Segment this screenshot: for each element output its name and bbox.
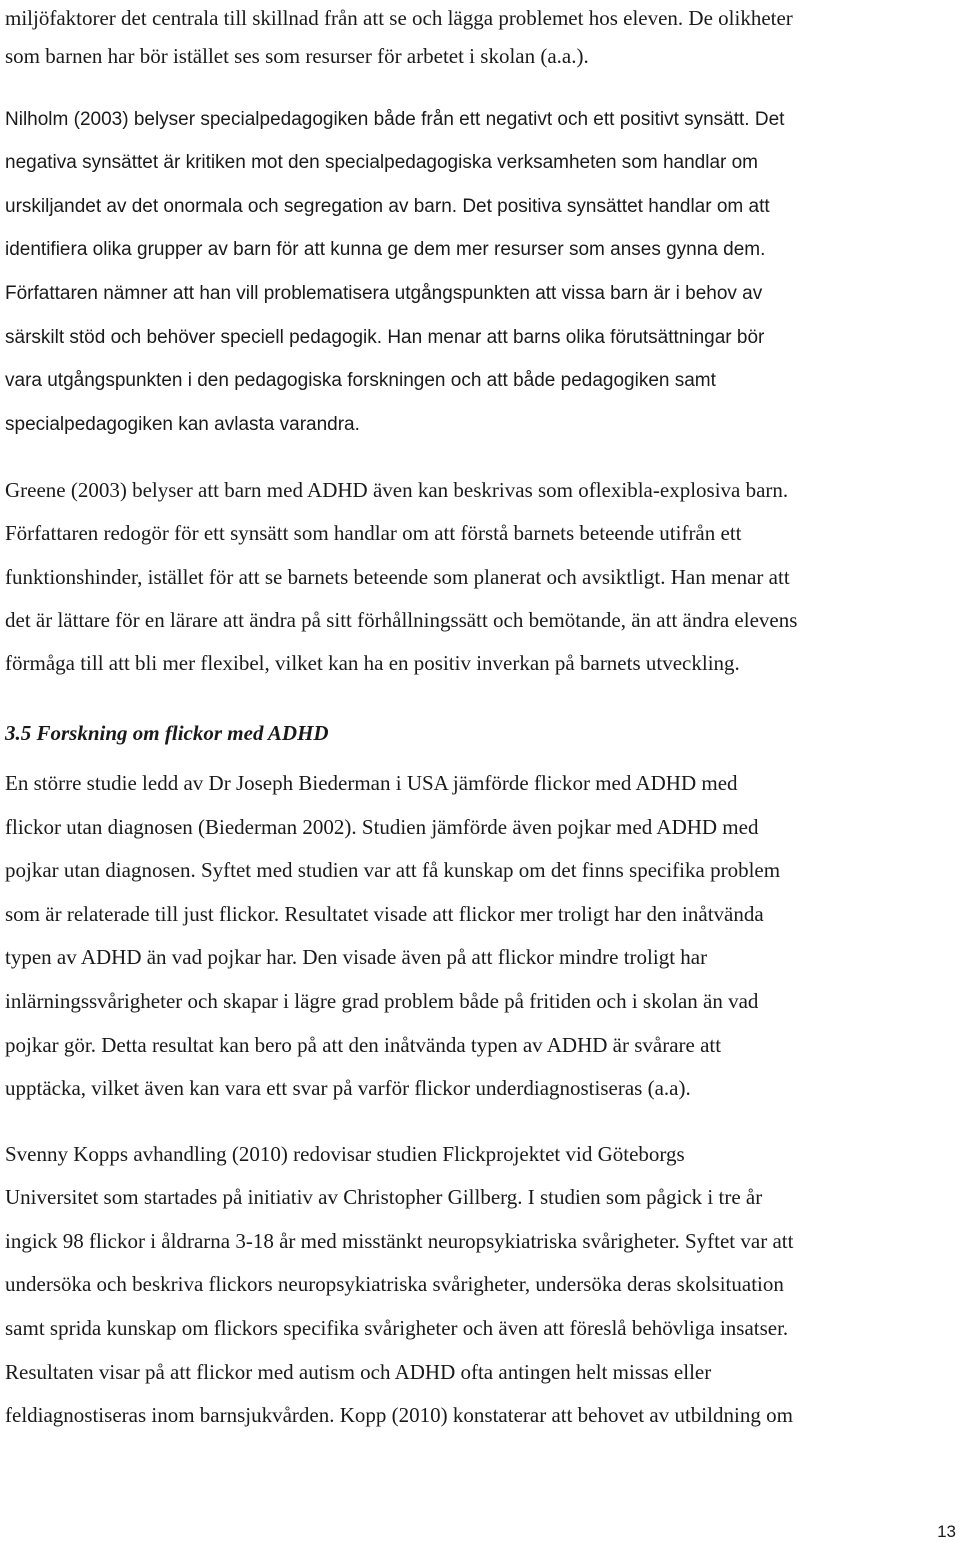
- paragraph-line: pojkar utan diagnosen. Syftet med studien var att få kunskap om det finns specifika problem: [5, 858, 781, 882]
- paragraph-line: typen av ADHD än vad pojkar har. Den visade även på att flickor mindre troligt har: [5, 945, 708, 969]
- paragraph-line: Svenny Kopps avhandling (2010) redovisar studien Flickprojektet vid Göteborgs: [5, 1142, 685, 1166]
- paragraph-line: flickor utan diagnosen (Biederman 2002). Studien jämförde även pojkar med ADHD med: [5, 815, 759, 839]
- paragraph-line: feldiagnostiseras inom barnsjukvården. Kopp (2010) konstaterar att behovet av utbildning om: [5, 1403, 793, 1427]
- page-number: 13: [937, 1522, 956, 1541]
- paragraph-line: upptäcka, vilket även kan vara ett svar på varför flickor underdiagnostiseras (a.a).: [5, 1076, 691, 1100]
- paragraph-line: särskilt stöd och behöver speciell pedagogik. Han menar att barns olika förutsättningar bör: [5, 327, 765, 348]
- paragraph-line: vara utgångspunkten i den pedagogiska forskningen och att både pedagogiken samt: [5, 370, 716, 391]
- paragraph-line: förmåga till att bli mer flexibel, vilket kan ha en positiv inverkan på barnets utveckling.: [5, 651, 740, 675]
- paragraph-line: Författaren redogör för ett synsätt som handlar om att förstå barnets beteende utifrån ett: [5, 521, 742, 545]
- paragraph-line: identifiera olika grupper av barn för att kunna ge dem mer resurser som anses gynna dem.: [5, 239, 766, 260]
- paragraph-line: samt sprida kunskap om flickors specifika svårigheter och även att föreslå behövliga insatser.: [5, 1316, 789, 1340]
- paragraph-line: Universitet som startades på initiativ av Christopher Gillberg. I studien som pågick i tre år: [5, 1185, 763, 1209]
- paragraph-line: Nilholm (2003) belyser specialpedagogiken både från ett negativt och ett positivt synsätt. Det: [5, 109, 785, 130]
- paragraph-line: inlärningssvårigheter och skapar i lägre grad problem både på fritiden och i skolan än vad: [5, 989, 759, 1013]
- paragraph-line: det är lättare för en lärare att ändra på sitt förhållningssätt och bemötande, än att ändra elevens: [5, 608, 798, 632]
- paragraph-line: negativa synsättet är kritiken mot den specialpedagogiska verksamheten som handlar om: [5, 152, 759, 173]
- paragraph-line: miljöfaktorer det centrala till skillnad från att se och lägga problemet hos eleven. De olikheter: [5, 6, 793, 30]
- paragraph-line: urskiljandet av det onormala och segregation av barn. Det positiva synsättet handlar om att: [5, 196, 770, 217]
- paragraph-line: som barnen har bör istället ses som resurser för arbetet i skolan (a.a.).: [5, 44, 589, 68]
- paragraph-line: Greene (2003) belyser att barn med ADHD även kan beskrivas som oflexibla-explosiva barn.: [5, 478, 789, 502]
- paragraph-line: pojkar gör. Detta resultat kan bero på att den inåtvända typen av ADHD är svårare att: [5, 1033, 722, 1057]
- section-heading: 3.5 Forskning om flickor med ADHD: [5, 721, 329, 745]
- paragraph-line: undersöka och beskriva flickors neuropsykiatriska svårigheter, undersöka deras skolsituation: [5, 1272, 784, 1296]
- paragraph-line: som är relaterade till just flickor. Resultatet visade att flickor mer troligt har den inåtvända: [5, 902, 764, 926]
- paragraph-line: funktionshinder, istället för att se barnets beteende som planerat och avsiktligt. Han menar att: [5, 565, 790, 589]
- paragraph-line: Författaren nämner att han vill problematisera utgångspunkten att vissa barn är i behov av: [5, 283, 763, 304]
- paragraph-line: En större studie ledd av Dr Joseph Biederman i USA jämförde flickor med ADHD med: [5, 771, 738, 795]
- paragraph-line: Resultaten visar på att flickor med autism och ADHD ofta antingen helt missas eller: [5, 1360, 712, 1384]
- paragraph-line: specialpedagogiken kan avlasta varandra.: [5, 414, 360, 435]
- paragraph-line: ingick 98 flickor i åldrarna 3-18 år med misstänkt neuropsykiatriska svårigheter. Syftet var att: [5, 1229, 794, 1253]
